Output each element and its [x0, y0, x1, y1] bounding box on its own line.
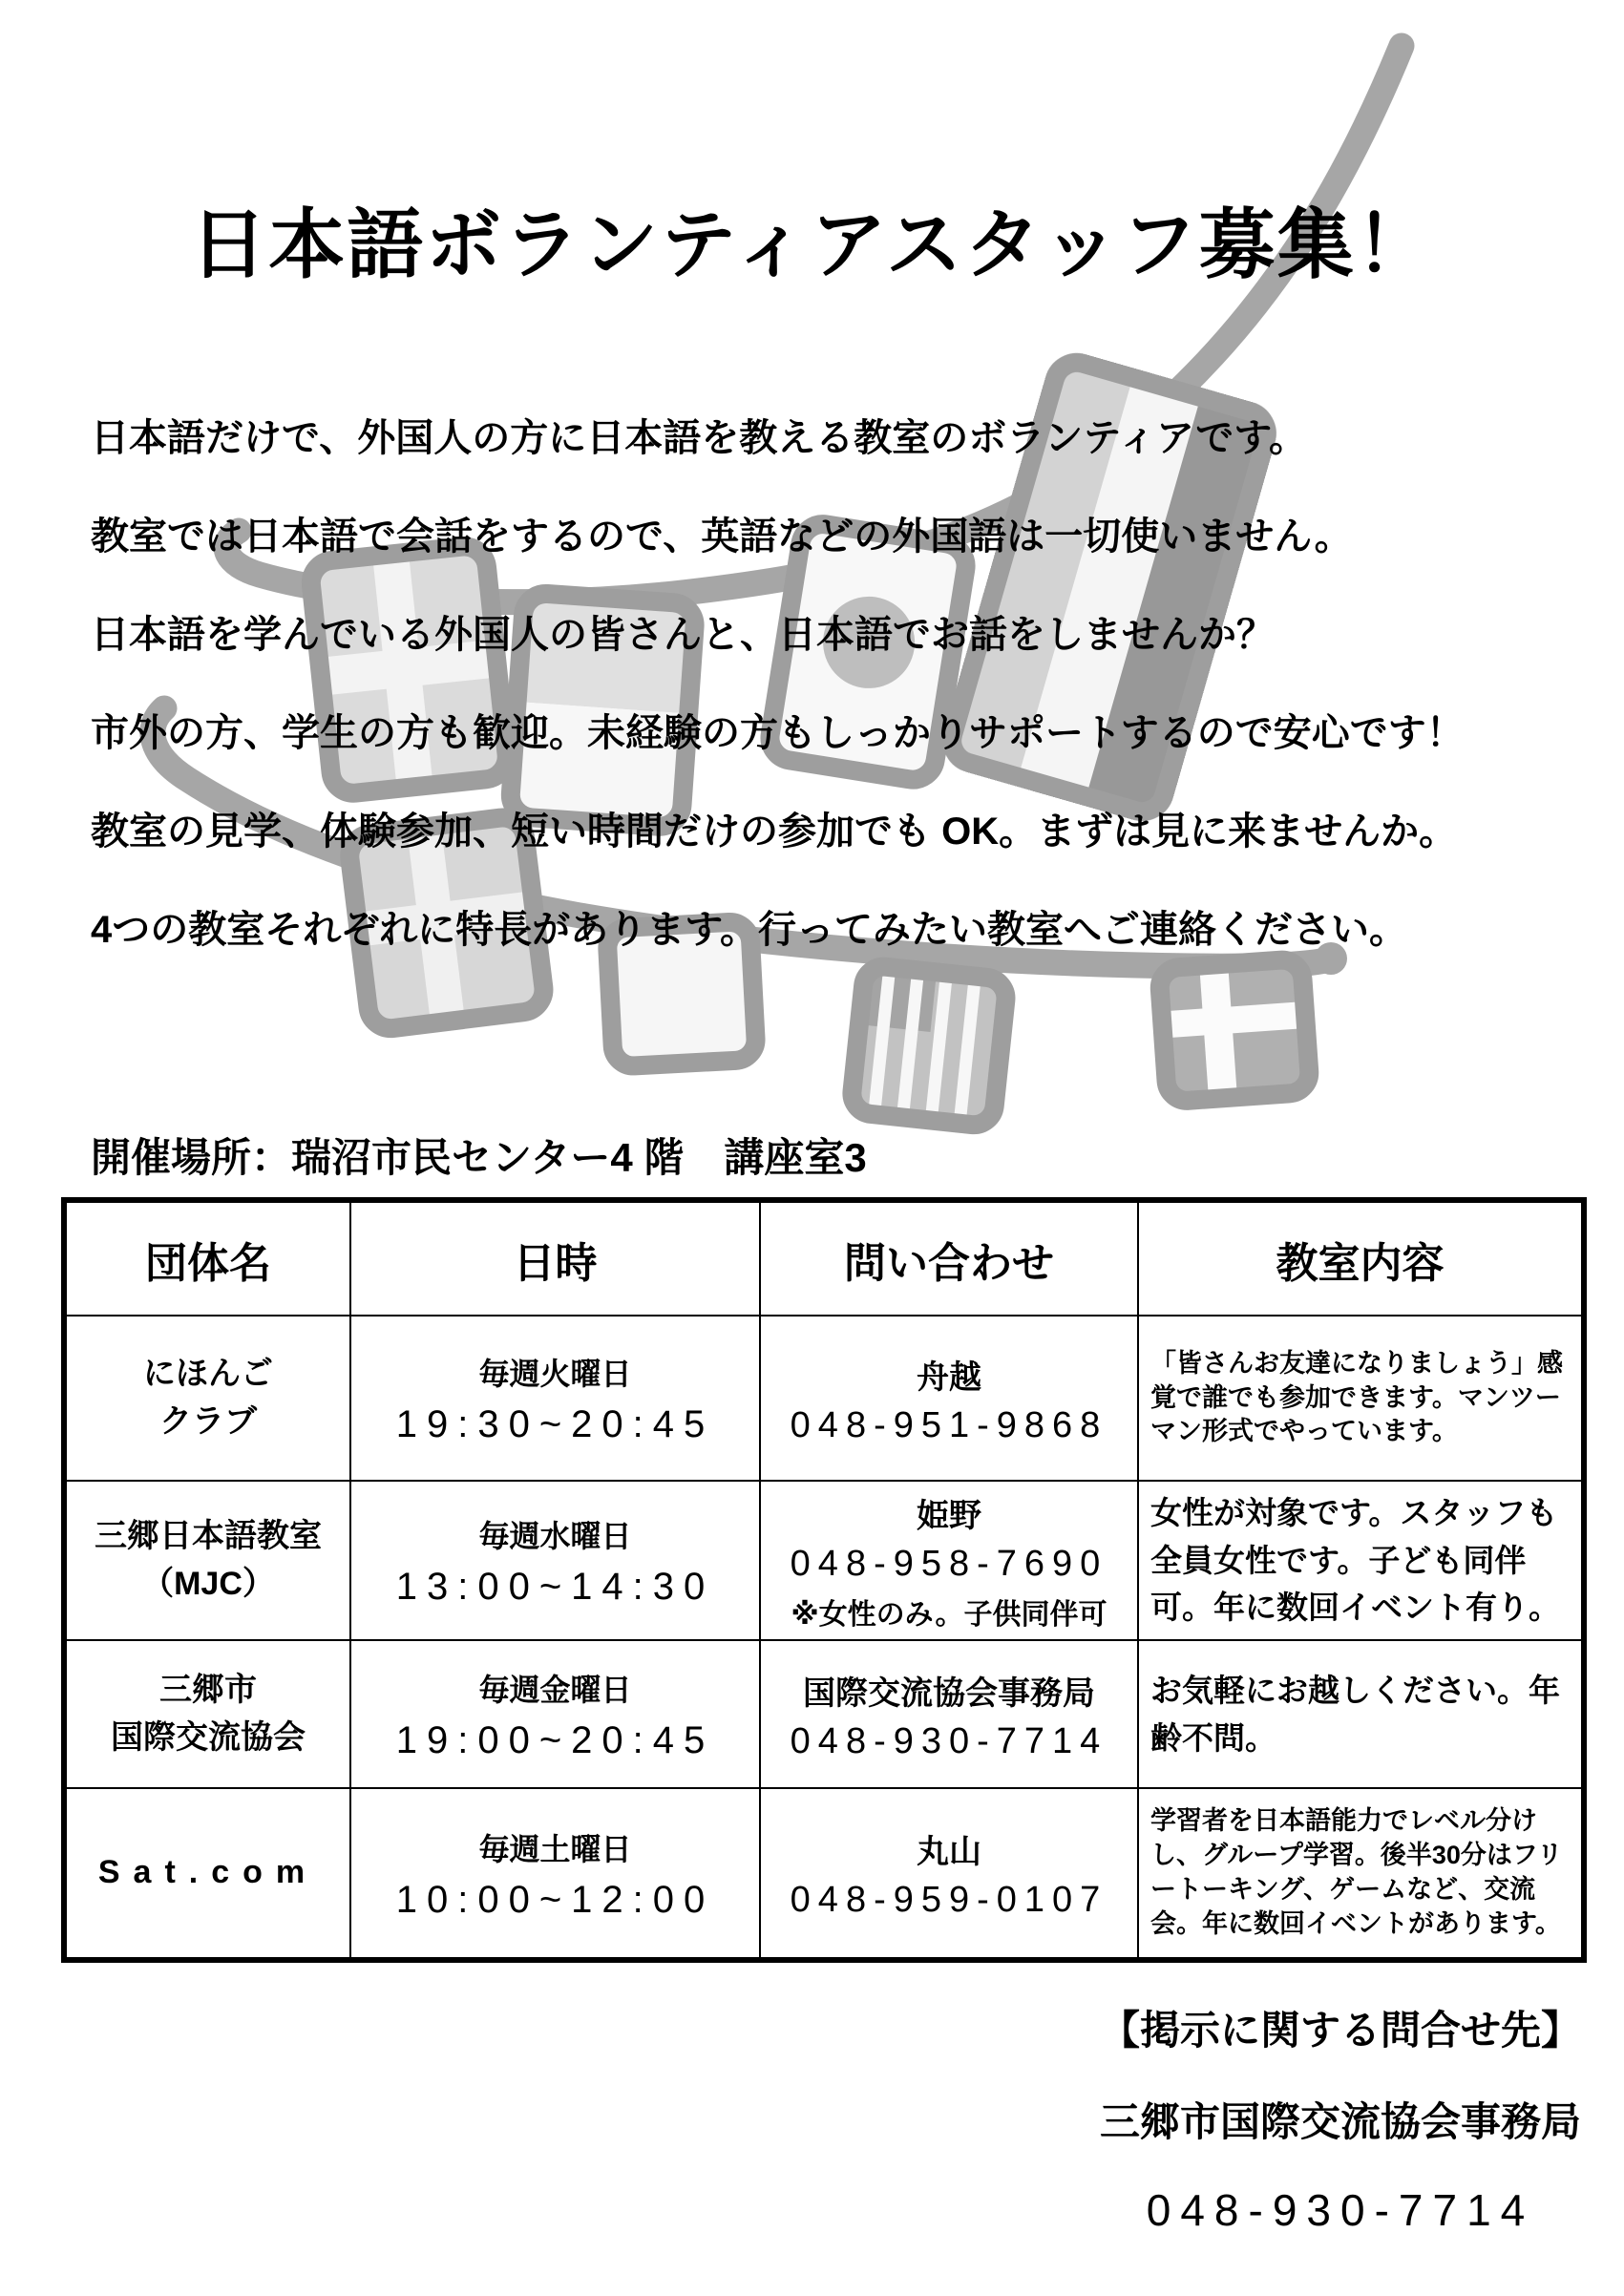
contact-phone: 048-951-9868 [790, 1404, 1108, 1445]
footer-heading: 【掲示に関する問合せ先】 [1099, 2008, 1581, 2053]
intro-line: 日本語を学んでいる外国人の皆さんと、日本語でお話をしませんか？ [91, 614, 1275, 656]
schedule-cell [350, 1481, 760, 1640]
contact-name: 姫野 [917, 1497, 981, 1534]
schedule-day: 毎週金曜日 [478, 1673, 632, 1707]
contact-cell [760, 1481, 1138, 1640]
col-header-schedule: 日時 [350, 1200, 760, 1316]
intro-line: 日本語だけで、外国人の方に日本語を教える教室のボランティアです。 [91, 417, 1307, 459]
footer-organization: 三郷市国際交流協会事務局 [1099, 2099, 1581, 2144]
footer-phone: 048-930-7714 [1146, 2185, 1535, 2235]
schedule-day: 毎週水曜日 [478, 1519, 632, 1553]
description-cell: お気軽にお越しください。年齢不問。 [1138, 1640, 1584, 1788]
group-name-cell [64, 1316, 350, 1481]
schedule-day: 毎週土曜日 [478, 1831, 632, 1866]
description-cell: 女性が対象です。スタッフも全員女性です。子ども同伴可。年に数回イベント有り。 [1138, 1481, 1584, 1640]
intro-line: 教室の見学、体験参加、短い時間だけの参加でも OK。まずは見に来ませんか。 [91, 811, 1458, 853]
contact-cell [760, 1316, 1138, 1481]
schedule-time: 19:30~20:45 [395, 1403, 715, 1445]
group-name-cell [64, 1640, 350, 1788]
group-name: 三郷日本語教室 [95, 1518, 322, 1555]
table-row [64, 1481, 1584, 1640]
intro-line: 市外の方、学生の方も歓迎。未経験の方もしっかりサポートするので安心です！ [91, 712, 1465, 754]
schedule-cell [350, 1640, 760, 1788]
schedule-time: 13:00~14:30 [395, 1566, 715, 1608]
contact-cell [760, 1788, 1138, 1960]
contact-note: ※女性のみ。子供同伴可 [791, 1598, 1107, 1631]
contact-name: 国際交流協会事務局 [803, 1675, 1095, 1712]
contact-phone: 048-930-7714 [790, 1720, 1108, 1761]
page-title: 日本語ボランティアスタッフ募集！ [190, 202, 1434, 287]
table-row [64, 1788, 1584, 1960]
group-name: 国際交流協会 [111, 1718, 306, 1756]
group-name: にほんご [143, 1356, 273, 1393]
col-header-group: 団体名 [64, 1200, 350, 1316]
contact-phone: 048-959-0107 [790, 1880, 1108, 1920]
intro-line: 教室では日本語で会話をするので、英語などの外国語は一切使いません。 [91, 516, 1353, 558]
contact-name: 丸山 [917, 1834, 981, 1870]
table-row [64, 1316, 1584, 1481]
description-cell: 学習者を日本語能力でレベル分けし、グループ学習。後半30分はフリートーキング、ゲームなど、交流会。年に数回イベントがあります。 [1138, 1788, 1584, 1960]
schedule-time: 10:00~12:00 [395, 1878, 715, 1921]
intro-paragraphs [91, 390, 1465, 979]
footer-contact-block [1073, 1999, 1608, 2236]
schedule-time: 19:00~20:45 [395, 1719, 715, 1761]
table-header-row [64, 1200, 1584, 1316]
group-name-cell [64, 1788, 350, 1960]
col-header-contact: 問い合わせ [760, 1200, 1138, 1316]
contact-name: 舟越 [917, 1359, 981, 1396]
classes-table [61, 1197, 1587, 1963]
group-name: Sat.com [97, 1854, 319, 1891]
group-name-cell [64, 1481, 350, 1640]
table-row [64, 1640, 1584, 1788]
schedule-cell [350, 1788, 760, 1960]
contact-phone: 048-958-7690 [790, 1543, 1108, 1584]
contact-cell [760, 1640, 1138, 1788]
intro-line: 4つの教室それぞれに特長があります。行ってみたい教室へご連絡ください。 [91, 909, 1408, 951]
group-name: クラブ [159, 1402, 257, 1440]
col-header-description: 教室内容 [1138, 1200, 1584, 1316]
description-cell: 「皆さんお友達になりましょう」感覚で誰でも参加できます。マンツーマン形式でやっています。 [1138, 1316, 1584, 1481]
schedule-day: 毎週火曜日 [478, 1357, 632, 1391]
schedule-cell [350, 1316, 760, 1481]
group-name: 三郷市 [159, 1672, 257, 1709]
venue-line: 開催場所：瑞沼市民センター4 階 講座室3 [91, 1135, 867, 1180]
group-name: （MJC） [141, 1565, 275, 1602]
